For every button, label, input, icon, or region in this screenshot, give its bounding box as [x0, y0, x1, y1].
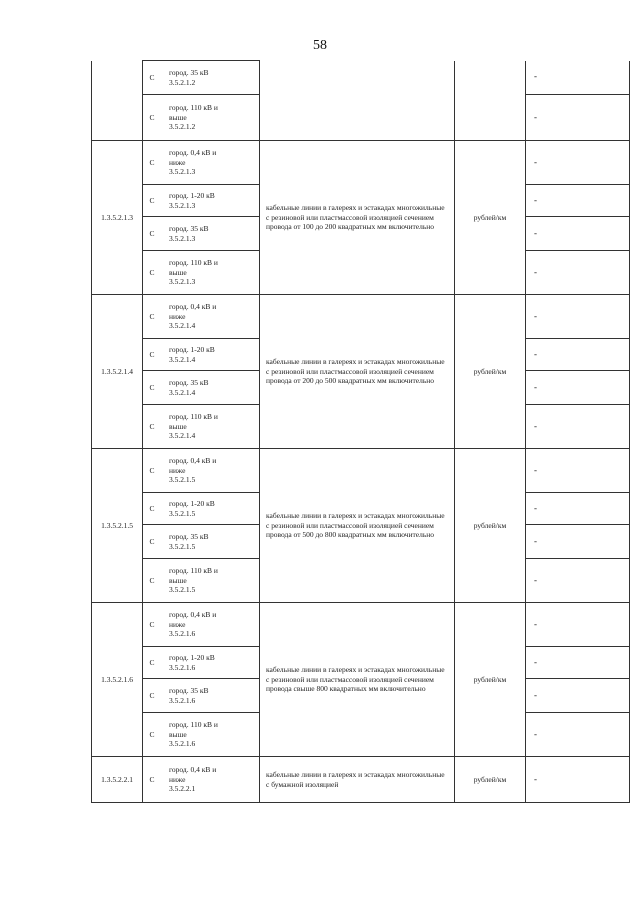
voltage-level-line: ниже	[169, 311, 186, 321]
unit-cell	[455, 61, 526, 141]
voltage-level-line: 3.5.2.1.2	[169, 122, 196, 132]
voltage-level-line: город. 110 кВ и	[169, 565, 218, 575]
voltage-level-cell	[159, 185, 260, 217]
voltage-level-line: город. 1-20 кВ	[169, 190, 215, 200]
value-cell: -	[526, 449, 630, 493]
value-cell: -	[526, 559, 630, 603]
value-cell: -	[526, 141, 630, 185]
voltage-level-cell	[159, 217, 260, 251]
value-cell: -	[526, 217, 630, 251]
code-cell	[92, 61, 143, 141]
voltage-level-line: город. 0,4 кВ и	[169, 609, 217, 619]
voltage-level-line: 3.5.2.1.4	[169, 321, 196, 331]
voltage-level-line: 3.5.2.1.4	[169, 354, 196, 364]
voltage-level-line: выше	[169, 421, 187, 431]
category-cell: С	[143, 61, 160, 95]
voltage-level-line: 3.5.2.1.4	[169, 387, 196, 397]
unit-cell: рублей/км	[455, 449, 526, 603]
voltage-level-cell	[159, 559, 260, 603]
voltage-level-line: 3.5.2.1.3	[169, 167, 196, 177]
value-cell: -	[526, 295, 630, 339]
voltage-level-line: выше	[169, 575, 187, 585]
voltage-level-line: город. 35 кВ	[169, 377, 209, 387]
voltage-level-cell	[159, 647, 260, 679]
voltage-level-line: 3.5.2.1.5	[169, 585, 196, 595]
value-cell: -	[526, 95, 630, 141]
category-cell: С	[143, 405, 160, 449]
category-cell: С	[143, 185, 160, 217]
table-row	[92, 295, 630, 339]
voltage-level-line: выше	[169, 729, 187, 739]
value-cell: -	[526, 525, 630, 559]
voltage-level-line: 3.5.2.1.6	[169, 739, 196, 749]
value-cell: -	[526, 339, 630, 371]
unit-cell: рублей/км	[455, 757, 526, 803]
voltage-level-line: ниже	[169, 619, 186, 629]
code-cell: 1.3.5.2.1.4	[92, 295, 143, 449]
voltage-level-cell	[159, 371, 260, 405]
tariff-table-body	[92, 61, 630, 803]
voltage-level-line: выше	[169, 267, 187, 277]
voltage-level-cell	[159, 493, 260, 525]
table-row	[92, 603, 630, 647]
voltage-level-line: 3.5.2.1.3	[169, 200, 196, 210]
voltage-level-cell	[159, 295, 260, 339]
voltage-level-line: 3.5.2.1.6	[169, 662, 196, 672]
voltage-level-line: 3.5.2.1.5	[169, 508, 196, 518]
tariff-table	[91, 60, 630, 803]
category-cell: С	[143, 647, 160, 679]
code-cell: 1.3.5.2.1.6	[92, 603, 143, 757]
voltage-level-line: город. 0,4 кВ и	[169, 147, 217, 157]
voltage-level-cell	[159, 713, 260, 757]
voltage-level-line: 3.5.2.1.3	[169, 277, 196, 287]
voltage-level-line: город. 110 кВ и	[169, 719, 218, 729]
voltage-level-line: ниже	[169, 157, 186, 167]
voltage-level-line: 3.5.2.1.6	[169, 695, 196, 705]
voltage-level-line: 3.5.2.1.3	[169, 233, 196, 243]
description-cell: кабельные линии в галереях и эстакадах многожильные с резиновой или пластмассовой изоляцией сечением провода от 200 до 500 квадратных мм включительно	[260, 295, 455, 449]
description-cell: кабельные линии в галереях и эстакадах многожильные с резиновой или пластмассовой изоляцией сечением провода свыше 800 квадратных мм включительно	[260, 603, 455, 757]
value-cell: -	[526, 251, 630, 295]
voltage-level-line: 3.5.2.1.5	[169, 475, 196, 485]
unit-cell: рублей/км	[455, 295, 526, 449]
voltage-level-line: ниже	[169, 465, 186, 475]
voltage-level-line: 3.5.2.1.2	[169, 77, 196, 87]
voltage-level-line: город. 1-20 кВ	[169, 498, 215, 508]
table-row	[92, 61, 630, 95]
value-cell: -	[526, 185, 630, 217]
category-cell: С	[143, 339, 160, 371]
voltage-level-line: 3.5.2.1.4	[169, 431, 196, 441]
category-cell: С	[143, 559, 160, 603]
value-cell: -	[526, 713, 630, 757]
unit-cell: рублей/км	[455, 141, 526, 295]
voltage-level-cell	[159, 449, 260, 493]
voltage-level-line: город. 35 кВ	[169, 67, 209, 77]
category-cell: С	[143, 251, 160, 295]
value-cell: -	[526, 647, 630, 679]
category-cell: С	[143, 141, 160, 185]
voltage-level-cell	[159, 251, 260, 295]
description-cell: кабельные линии в галереях и эстакадах многожильные с резиновой или пластмассовой изоляцией сечением провода от 500 до 800 квадратных мм включительно	[260, 449, 455, 603]
category-cell: С	[143, 371, 160, 405]
table-row	[92, 141, 630, 185]
table-row	[92, 449, 630, 493]
unit-cell: рублей/км	[455, 603, 526, 757]
voltage-level-cell	[159, 679, 260, 713]
description-cell: кабельные линии в галереях и эстакадах многожильные с резиновой или пластмассовой изоляцией сечением провода от 100 до 200 квадратных мм включительно	[260, 141, 455, 295]
voltage-level-line: город. 1-20 кВ	[169, 652, 215, 662]
voltage-level-line: ниже	[169, 774, 186, 784]
category-cell: С	[143, 493, 160, 525]
voltage-level-line: город. 110 кВ и	[169, 102, 218, 112]
value-cell: -	[526, 61, 630, 95]
voltage-level-line: город. 0,4 кВ и	[169, 301, 217, 311]
value-cell: -	[526, 493, 630, 525]
category-cell: С	[143, 217, 160, 251]
value-cell: -	[526, 757, 630, 803]
category-cell: С	[143, 449, 160, 493]
value-cell: -	[526, 603, 630, 647]
voltage-level-cell	[159, 61, 260, 95]
voltage-level-line: город. 110 кВ и	[169, 257, 218, 267]
voltage-level-line: выше	[169, 112, 187, 122]
value-cell: -	[526, 679, 630, 713]
page-number: 58	[313, 38, 327, 53]
voltage-level-cell	[159, 603, 260, 647]
voltage-level-line: город. 1-20 кВ	[169, 344, 215, 354]
category-cell: С	[143, 603, 160, 647]
description-cell	[260, 61, 455, 141]
category-cell: С	[143, 713, 160, 757]
voltage-level-cell	[159, 95, 260, 141]
code-cell: 1.3.5.2.1.5	[92, 449, 143, 603]
category-cell: С	[143, 95, 160, 141]
voltage-level-line: город. 35 кВ	[169, 685, 209, 695]
voltage-level-line: город. 0,4 кВ и	[169, 455, 217, 465]
category-cell: С	[143, 757, 160, 803]
voltage-level-cell	[159, 339, 260, 371]
voltage-level-cell	[159, 141, 260, 185]
voltage-level-cell	[159, 405, 260, 449]
voltage-level-cell	[159, 525, 260, 559]
code-cell: 1.3.5.2.1.3	[92, 141, 143, 295]
category-cell: С	[143, 525, 160, 559]
value-cell: -	[526, 405, 630, 449]
voltage-level-line: 3.5.2.2.1	[169, 784, 196, 794]
voltage-level-line: город. 35 кВ	[169, 531, 209, 541]
category-cell: С	[143, 679, 160, 713]
voltage-level-line: 3.5.2.1.6	[169, 629, 196, 639]
description-cell: кабельные линии в галереях и эстакадах многожильные с бумажной изоляцией	[260, 757, 455, 803]
voltage-level-cell	[159, 757, 260, 803]
voltage-level-line: город. 110 кВ и	[169, 411, 218, 421]
category-cell: С	[143, 295, 160, 339]
voltage-level-line: город. 35 кВ	[169, 223, 209, 233]
value-cell: -	[526, 371, 630, 405]
code-cell: 1.3.5.2.2.1	[92, 757, 143, 803]
table-row	[92, 757, 630, 803]
voltage-level-line: 3.5.2.1.5	[169, 541, 196, 551]
voltage-level-line: город. 0,4 кВ и	[169, 764, 217, 774]
